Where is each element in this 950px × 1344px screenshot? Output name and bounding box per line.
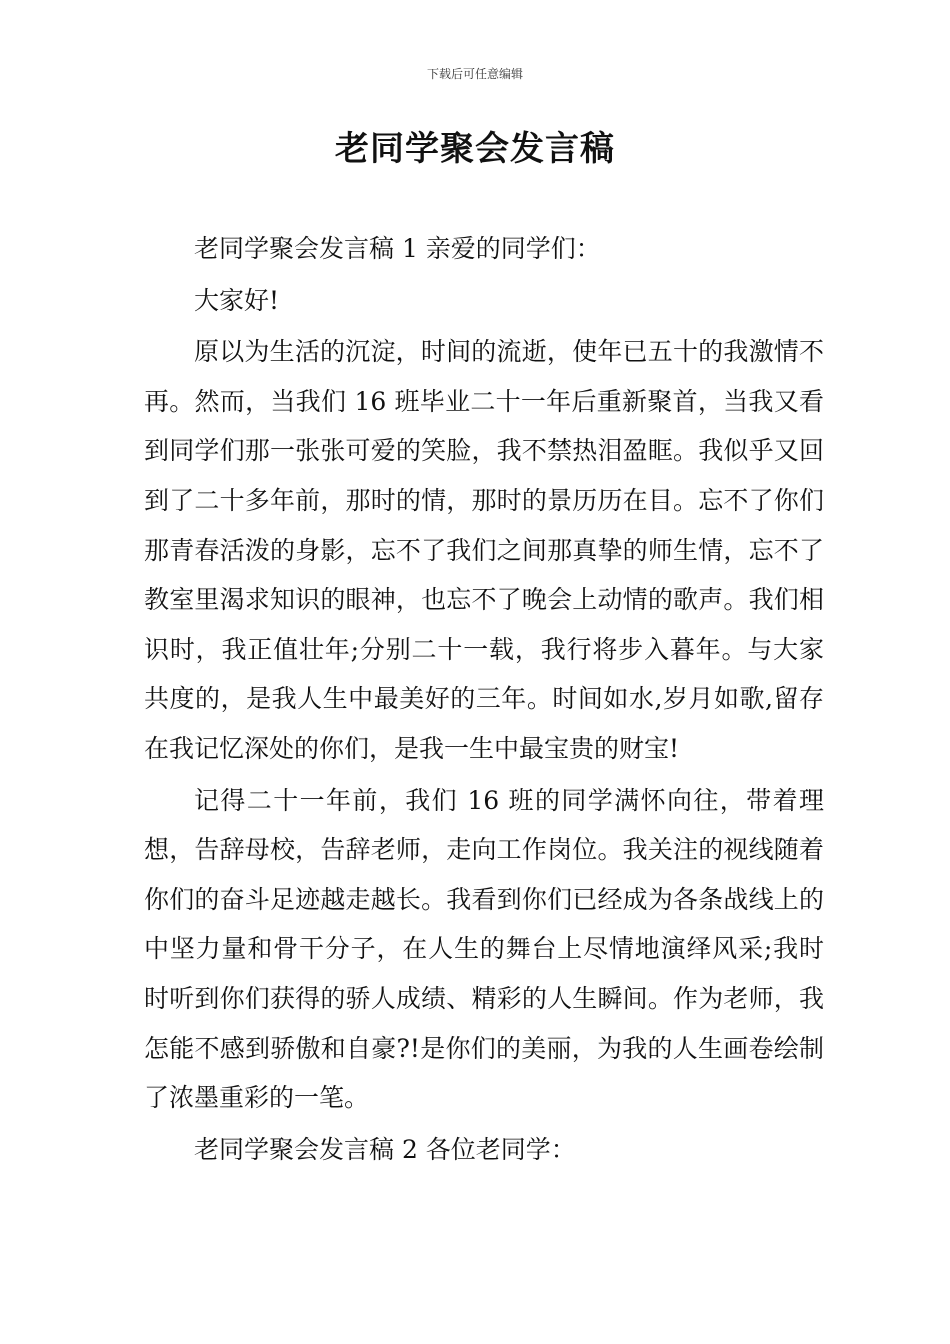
header-note: 下载后可任意编辑 xyxy=(426,67,523,81)
paragraph-second-speech-heading: 老同学聚会发言稿 2 各位老同学： xyxy=(194,1134,576,1164)
paragraph-hello: 大家好! xyxy=(194,285,280,315)
document-body xyxy=(144,224,824,1174)
paragraph-graduation-recall: 记得二十一年前，我们 16 班的同学满怀向往，带着理想，告辞母校，告辞老师，走向工作岗位。我关注的视线随着你们的奋斗足迹越走越长。我看到你们已经成为各条战线上的中坚力量和骨干分子，在人生的舞台上尽情地演绎风采;我时时听到你们获得的骄人成绩、精彩的人生瞬间。作为老师，我怎能不感到骄傲和自豪?!是你们的美丽，为我的人生画卷绘制了浓墨重彩的一笔。 xyxy=(144,785,824,1113)
paragraph-reunion-memories: 原以为生活的沉淀，时间的流逝，使年已五十的我激情不再。然而，当我们 16 班毕业二十一年后重新聚首，当我又看到同学们那一张张可爱的笑脸，我不禁热泪盈眶。我似乎又回到了二十多年前，那时的情，那时的景历历在目。忘不了你们那青春活泼的身影，忘不了我们之间那真挚的师生情，忘不了教室里渴求知识的眼神，也忘不了晚会上动情的歌声。我们相识时，我正值壮年;分别二十一载，我行将步入暮年。与大家共度的，是我人生中最美好的三年。时间如水,岁月如歌,留存在我记忆深处的你们，是我一生中最宝贵的财宝! xyxy=(144,337,824,763)
document-title: 老同学聚会发言稿 xyxy=(335,129,615,169)
paragraph-greeting-heading: 老同学聚会发言稿 1 亲爱的同学们： xyxy=(194,234,601,263)
